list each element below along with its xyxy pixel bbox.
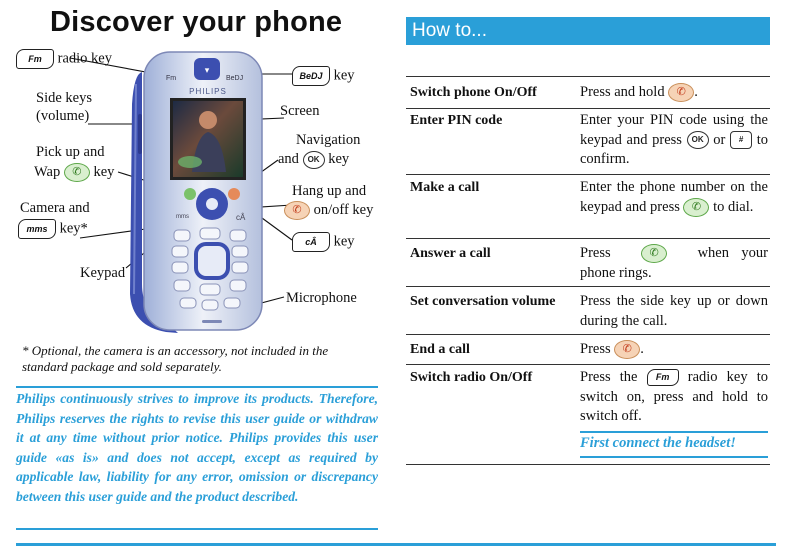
pickup-key-icon: ✆ — [64, 163, 90, 182]
row-result-text-or: or — [713, 131, 726, 148]
phone-ok-key — [206, 198, 218, 210]
phone-side-keys — [138, 114, 142, 154]
hangup-label-line1: Hang up and — [292, 183, 367, 199]
row-result-text: Enter the phone number on the keypad and press — [580, 179, 768, 215]
navigation-callout — [278, 150, 349, 169]
screen-figure-head — [199, 111, 217, 129]
phone-illustration — [128, 44, 268, 336]
row-result-text: Press and hold — [580, 84, 665, 100]
ca-key-icon: cÂ — [292, 232, 330, 252]
phone-center-pad — [196, 244, 228, 278]
pickup-label-key: key — [93, 164, 115, 180]
camera-label-line1: Camera and — [20, 200, 90, 216]
row-divider — [406, 238, 770, 239]
disclaimer-bottom-rule — [16, 528, 378, 530]
row-action: Switch radio On/Off — [410, 370, 533, 385]
side-keys-label-line2: (volume) — [36, 108, 90, 124]
disclaimer-top-rule — [16, 386, 378, 388]
camera-footnote: * Optional, the camera is an accessory, not included in the standard package and sold separately. — [22, 343, 329, 374]
row-result-text-end: to dial. — [713, 198, 754, 215]
row-result — [580, 244, 768, 283]
row-divider — [406, 364, 770, 365]
row-result-text-end: . — [640, 341, 644, 357]
mms-key-icon: mms — [18, 219, 56, 239]
camera-label-key: key* — [59, 220, 88, 237]
howto-row — [410, 178, 768, 236]
row-action: Enter PIN code — [410, 113, 503, 128]
phone-microphone — [202, 320, 222, 323]
ok-key-icon: OK — [687, 131, 709, 149]
howto-title: How to... — [412, 20, 487, 41]
microphone-label: Microphone — [286, 290, 357, 306]
pickup-key-icon: ✆ — [683, 198, 709, 217]
row-result-text-end: to confirm. — [580, 131, 769, 167]
phone-pickup-key — [184, 188, 196, 200]
phone-fm-print: ▾ — [204, 65, 210, 75]
row-action: Set conversation volume — [410, 294, 556, 309]
radio-key-callout — [16, 49, 112, 69]
page-title: Discover your phone — [50, 6, 343, 38]
row-divider — [406, 286, 770, 287]
phone-mms-print: mms — [176, 214, 189, 220]
side-keys-label-line1: Side keys — [36, 90, 92, 106]
phone-bedj-text: BeDJ — [226, 75, 244, 82]
hangup-key-icon: ✆ — [284, 201, 310, 220]
howto-row — [410, 340, 768, 362]
radio-key-label: radio key — [57, 50, 112, 67]
phone-brand: PHILIPS — [189, 87, 227, 96]
row-result — [580, 178, 768, 217]
row-result — [580, 368, 768, 427]
row-result-text-end: . — [694, 84, 698, 100]
disclaimer-text: Philips continuously strives to improve its products. Therefore, Philips reserves the rights to revise this user guide or withdraw it at any time without prior notice. Philips provides this user guide «as is» and does not accept, except as required by applicable law, liability for any error, omission or discrepancy between this user guide and the product described. — [16, 391, 378, 504]
hangup-key-icon: ✆ — [668, 83, 694, 102]
row-divider — [406, 334, 770, 335]
row-result-text: Press — [580, 245, 611, 261]
fm-key-icon: Fm — [647, 369, 679, 386]
row-result — [580, 83, 768, 103]
howto-row — [410, 244, 768, 284]
table-bottom-rule — [406, 464, 770, 465]
page-bottom-rule — [16, 543, 776, 546]
fm-key-icon: Fm — [16, 49, 54, 69]
phone-hangup-key — [228, 188, 240, 200]
ca-key-callout — [292, 232, 355, 252]
pickup-label-line1: Pick up and — [36, 144, 105, 160]
row-action: Switch phone On/Off — [410, 85, 537, 100]
row-result-text: Press the — [580, 369, 638, 385]
phone-fm-text: Fm — [166, 75, 177, 82]
bedj-key-icon: BeDJ — [292, 66, 330, 86]
howto-row — [410, 111, 768, 171]
row-result-text: Press — [580, 341, 611, 357]
note-bottom-rule — [580, 456, 768, 458]
row-result — [580, 111, 768, 170]
howto-row — [410, 292, 768, 332]
hash-key-icon: # — [730, 131, 752, 149]
row-result: Press the side key up or down during the call. — [580, 293, 768, 329]
row-action: Make a call — [410, 180, 480, 195]
bedj-key-callout — [292, 66, 355, 86]
bedj-key-label: key — [333, 67, 355, 84]
navigation-label-and: and — [278, 151, 299, 167]
ok-key-icon: OK — [303, 151, 325, 169]
hangup-callout — [284, 201, 373, 220]
row-action: End a call — [410, 342, 470, 357]
screen-label: Screen — [280, 103, 320, 119]
hangup-key-icon: ✆ — [614, 340, 640, 359]
table-top-rule — [406, 76, 770, 77]
pickup-callout — [34, 163, 114, 182]
row-result — [580, 340, 768, 360]
headset-note: First connect the headset! — [580, 435, 736, 451]
pickup-label-wap: Wap — [34, 164, 61, 180]
row-result-text: Enter your PIN code using the keypad and press — [580, 112, 768, 148]
navigation-label-key: key — [328, 151, 350, 167]
hangup-label-key: on/off key — [313, 202, 374, 218]
navigation-label-line1: Navigation — [296, 132, 361, 148]
ca-key-label: key — [333, 233, 355, 250]
camera-callout — [18, 219, 88, 239]
howto-row — [410, 83, 768, 105]
row-divider — [406, 108, 770, 109]
pickup-key-icon: ✆ — [641, 244, 667, 263]
screen-figure-turntable — [178, 156, 202, 168]
keypad-label: Keypad — [80, 265, 126, 281]
row-result-text-end: radio key to switch on, press and hold to switch off. — [580, 369, 769, 424]
phone-ca-print: cÂ — [236, 213, 246, 222]
row-action: Answer a call — [410, 246, 491, 261]
row-result-text-end: when your phone rings. — [580, 245, 769, 281]
howto-row — [410, 368, 768, 430]
row-divider — [406, 174, 770, 175]
